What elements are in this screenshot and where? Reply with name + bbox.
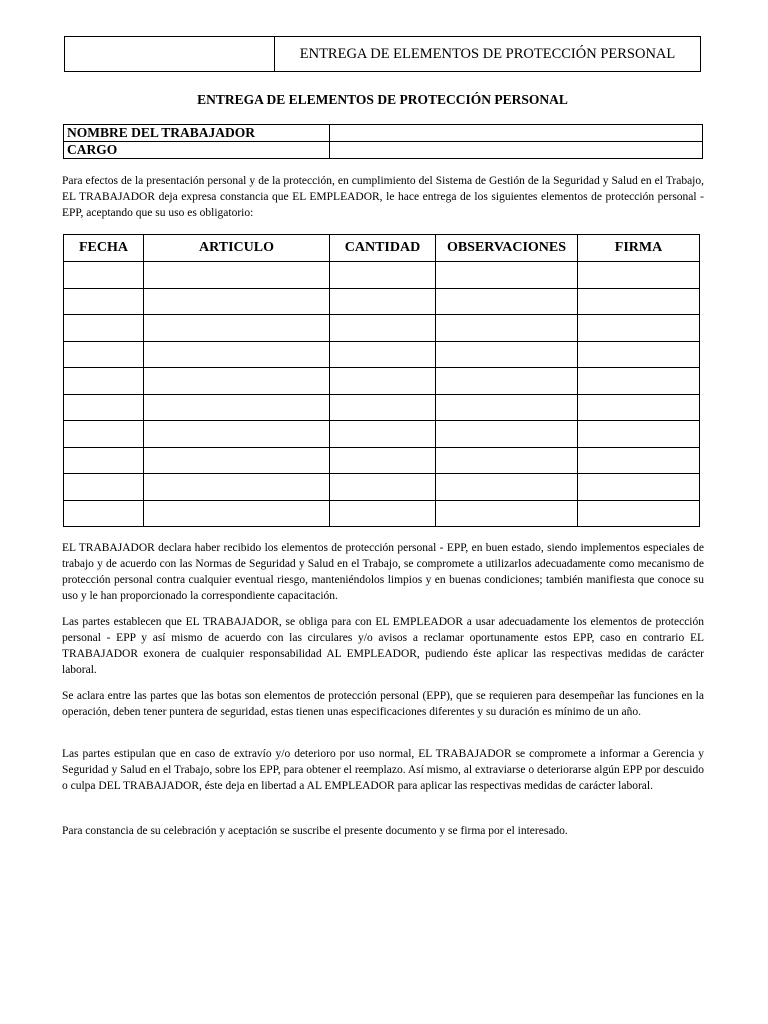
column-header-articulo: ARTICULO xyxy=(144,235,330,262)
clause-receipt-paragraph: EL TRABAJADOR declara haber recibido los elementos de protección personal - EPP, en buen estado, siendo implementos especiales de trabajo y de acuerdo con las Normas de Seguridad y Salud en el Trabajo, se compromete a utilizarlos adecuadamente como mecanismo de protección personal contra cualquier eventual riesgo, manteniéndolos limpios y en buenas condiciones; también manifiesta que conoce su uso y le han proporcionado la correspondiente capacitación. xyxy=(62,542,704,602)
firma-cell[interactable] xyxy=(578,421,700,448)
fecha-cell[interactable] xyxy=(64,447,144,474)
articulo-cell[interactable] xyxy=(144,500,330,527)
table-row xyxy=(64,368,700,395)
header-logo-cell xyxy=(65,37,275,71)
articulo-cell[interactable] xyxy=(144,474,330,501)
observaciones-cell[interactable] xyxy=(436,447,578,474)
clause-obligation-paragraph: Las partes establecen que EL TRABAJADOR, se obliga para con EL EMPLEADOR a usar adecuadamente los elementos de protección personal - EPP y así mismo de acuerdo con las circulares y/o avisos a reclamar oportunamente estos EPP, caso en contrario EL TRABAJADOR exonera de cualquier responsabilidad AL EMPLEADOR, pudiendo éste aplicar las respectivas medidas de carácter laboral. xyxy=(62,616,704,676)
fecha-cell[interactable] xyxy=(64,474,144,501)
header-title: ENTREGA DE ELEMENTOS DE PROTECCIÓN PERSONAL xyxy=(299,45,676,62)
firma-cell[interactable] xyxy=(578,262,700,289)
firma-cell[interactable] xyxy=(578,368,700,395)
table-row xyxy=(64,447,700,474)
page-title: ENTREGA DE ELEMENTOS DE PROTECCIÓN PERSONAL xyxy=(197,92,568,107)
firma-cell[interactable] xyxy=(578,500,700,527)
articulo-cell[interactable] xyxy=(144,394,330,421)
clause-boots-paragraph: Se aclara entre las partes que las botas son elementos de protección personal (EPP), que se requieren para desempeñar las funciones en la operación, deben tener puntera de seguridad, estas tienen unas especificaciones diferentes y su duración es mínimo de un año. xyxy=(62,690,704,718)
worker-position-label: CARGO xyxy=(64,142,330,159)
observaciones-cell[interactable] xyxy=(436,474,578,501)
cantidad-cell[interactable] xyxy=(330,288,436,315)
cantidad-cell[interactable] xyxy=(330,421,436,448)
worker-name-field[interactable] xyxy=(330,125,703,142)
articulo-cell[interactable] xyxy=(144,447,330,474)
firma-cell[interactable] xyxy=(578,288,700,315)
table-row xyxy=(64,421,700,448)
observaciones-cell[interactable] xyxy=(436,341,578,368)
worker-position-field[interactable] xyxy=(330,142,703,159)
fecha-cell[interactable] xyxy=(64,394,144,421)
table-row xyxy=(64,500,700,527)
worker-info-table xyxy=(63,124,703,159)
articulo-cell[interactable] xyxy=(144,421,330,448)
intro-paragraph: Para efectos de la presentación personal y de la protección, en cumplimiento del Sistema de Gestión de la Seguridad y Salud en el Trabajo, EL TRABAJADOR deja expresa constancia que EL EMPLEADOR, le hace entrega de los siguientes elementos de protección personal - EPP, aceptando que su uso es obligatorio: xyxy=(62,175,704,219)
cantidad-cell[interactable] xyxy=(330,315,436,342)
column-header-observaciones: OBSERVACIONES xyxy=(436,235,578,262)
fecha-cell[interactable] xyxy=(64,368,144,395)
table-row xyxy=(64,341,700,368)
firma-cell[interactable] xyxy=(578,315,700,342)
observaciones-cell[interactable] xyxy=(436,315,578,342)
articulo-cell[interactable] xyxy=(144,368,330,395)
observaciones-cell[interactable] xyxy=(436,421,578,448)
fecha-cell[interactable] xyxy=(64,500,144,527)
table-row xyxy=(64,288,700,315)
table-row xyxy=(64,394,700,421)
observaciones-cell[interactable] xyxy=(436,500,578,527)
fecha-cell[interactable] xyxy=(64,262,144,289)
table-header-row xyxy=(64,235,700,262)
worker-name-label: NOMBRE DEL TRABAJADOR xyxy=(64,125,330,142)
articulo-cell[interactable] xyxy=(144,315,330,342)
cantidad-cell[interactable] xyxy=(330,262,436,289)
observaciones-cell[interactable] xyxy=(436,262,578,289)
firma-cell[interactable] xyxy=(578,341,700,368)
column-header-cantidad: CANTIDAD xyxy=(330,235,436,262)
document-header xyxy=(64,36,701,72)
fecha-cell[interactable] xyxy=(64,288,144,315)
table-row xyxy=(64,474,700,501)
signature-statement: Para constancia de su celebración y aceptación se suscribe el presente documento y se firma por el interesado. xyxy=(62,825,568,837)
cantidad-cell[interactable] xyxy=(330,447,436,474)
articulo-cell[interactable] xyxy=(144,262,330,289)
worker-name-row xyxy=(64,125,703,142)
articulo-cell[interactable] xyxy=(144,288,330,315)
cantidad-cell[interactable] xyxy=(330,341,436,368)
fecha-cell[interactable] xyxy=(64,315,144,342)
table-row xyxy=(64,262,700,289)
table-row xyxy=(64,315,700,342)
cantidad-cell[interactable] xyxy=(330,394,436,421)
firma-cell[interactable] xyxy=(578,474,700,501)
cantidad-cell[interactable] xyxy=(330,474,436,501)
cantidad-cell[interactable] xyxy=(330,500,436,527)
worker-position-row xyxy=(64,142,703,159)
articulo-cell[interactable] xyxy=(144,341,330,368)
column-header-firma: FIRMA xyxy=(578,235,700,262)
fecha-cell[interactable] xyxy=(64,341,144,368)
observaciones-cell[interactable] xyxy=(436,288,578,315)
firma-cell[interactable] xyxy=(578,447,700,474)
firma-cell[interactable] xyxy=(578,394,700,421)
epp-delivery-table xyxy=(63,234,700,527)
fecha-cell[interactable] xyxy=(64,421,144,448)
observaciones-cell[interactable] xyxy=(436,368,578,395)
observaciones-cell[interactable] xyxy=(436,394,578,421)
clause-loss-paragraph: Las partes estipulan que en caso de extravío y/o deterioro por uso normal, EL TRABAJADOR se compromete a informar a Gerencia y Seguridad y Salud en el Trabajo, sobre los EPP, para obtener el reemplazo. Así mismo, al extraviarse o deteriorarse algún EPP por descuido o culpa DEL TRABAJADOR, éste deja en libertad a AL EMPLEADOR para aplicar las respectivas medidas de carácter laboral. xyxy=(62,748,704,792)
cantidad-cell[interactable] xyxy=(330,368,436,395)
column-header-fecha: FECHA xyxy=(64,235,144,262)
